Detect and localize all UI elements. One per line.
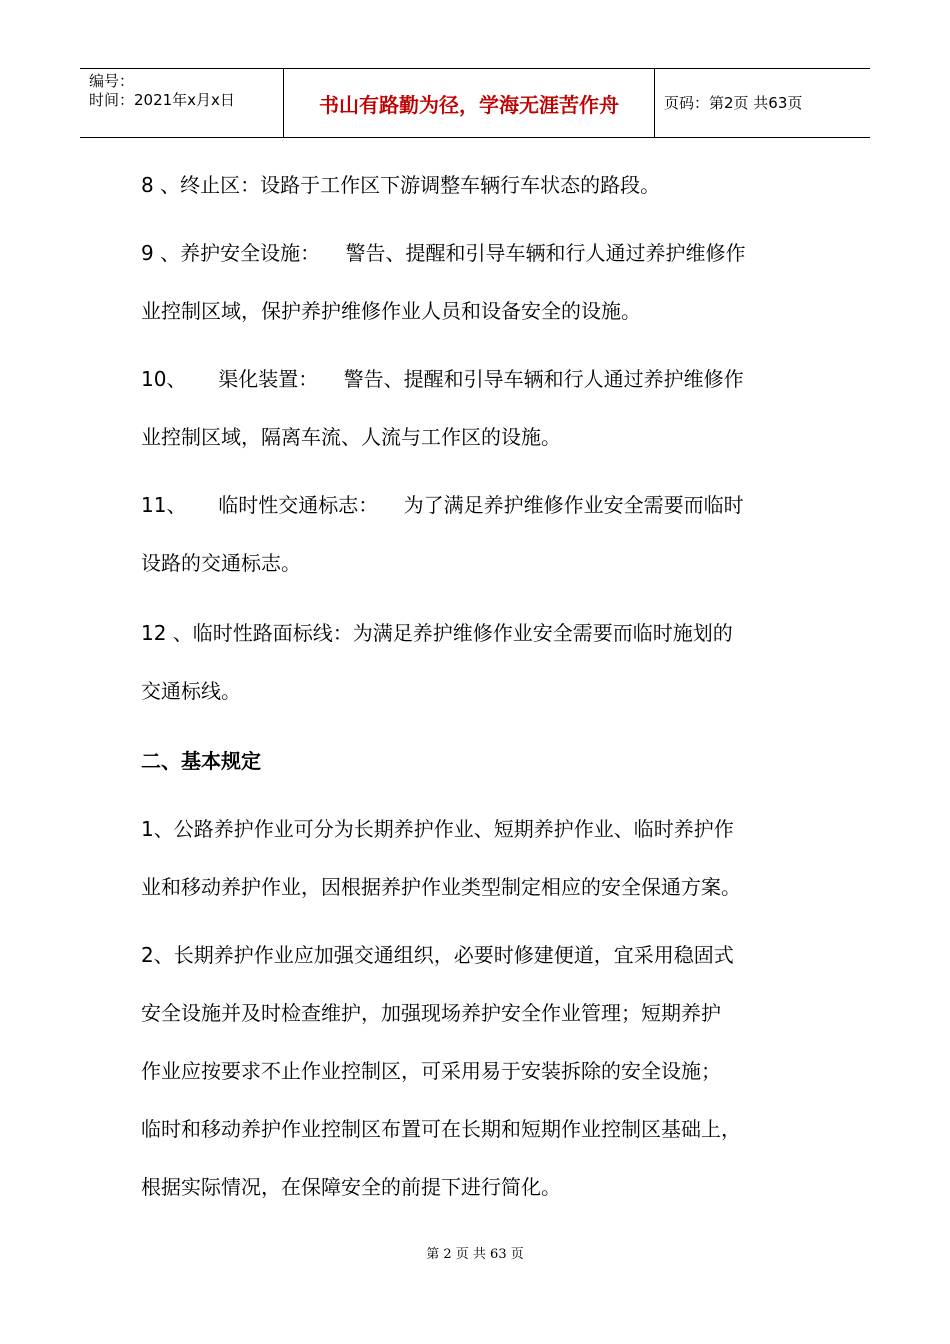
section-heading: 二、基本规定: [141, 749, 261, 773]
rule-2-line-3: 作业应按要求不止作业控制区，可采用易于安装拆除的安全设施；: [141, 1059, 721, 1083]
definition-11-line-2: 设路的交通标志。: [141, 551, 301, 575]
rule-2-line-5: 根据实际情况，在保障安全的前提下进行简化。: [141, 1175, 561, 1199]
definition-9-line-2: 业控制区域，保护养护维修作业人员和设备安全的设施。: [141, 299, 641, 323]
rule-1-line-1: 1、公路养护作业可分为长期养护作业、短期养护作业、临时养护作: [141, 817, 734, 841]
page-footer: 第 2 页 共 63 页: [426, 1247, 524, 1262]
header-page-info: 页码：第2页 共63页: [664, 94, 803, 112]
header-motto-cell: [283, 69, 655, 137]
definition-12-line-1: 12 、临时性路面标线：为满足养护维修作业安全需要而临时施划的: [141, 621, 733, 645]
definition-10-line-2: 业控制区域，隔离车流、人流与工作区的设施。: [141, 425, 561, 449]
definition-11-line-1: 11、 临时性交通标志： 为了满足养护维修作业安全需要而临时: [141, 493, 744, 517]
definition-12-line-2: 交通标线。: [141, 679, 241, 703]
document-number-label: 编号：: [89, 72, 135, 90]
rule-2-line-2: 安全设施并及时检查维护，加强现场养护安全作业管理；短期养护: [141, 1001, 721, 1025]
rule-2-line-1: 2、长期养护作业应加强交通组织，必要时修建便道，宜采用稳固式: [141, 943, 734, 967]
document-header: [80, 68, 870, 138]
rule-1-line-2: 业和移动养护作业，因根据养护作业类型制定相应的安全保通方案。: [141, 875, 741, 899]
definition-10-line-1: 10、 渠化装置： 警告、提醒和引导车辆和行人通过养护维修作: [141, 367, 744, 391]
header-motto: 书山有路勤为径，学海无涯苦作舟: [319, 93, 619, 117]
document-date: 时间：2021年x月x日: [89, 91, 235, 109]
header-page-cell: [654, 69, 870, 137]
header-info-cell: [80, 69, 283, 137]
definition-9-line-1: 9 、养护安全设施： 警告、提醒和引导车辆和行人通过养护维修作: [141, 241, 746, 265]
rule-2-line-4: 临时和移动养护作业控制区布置可在长期和短期作业控制区基础上，: [141, 1117, 741, 1141]
definition-8: 8 、终止区：设路于工作区下游调整车辆行车状态的路段。: [141, 173, 661, 197]
